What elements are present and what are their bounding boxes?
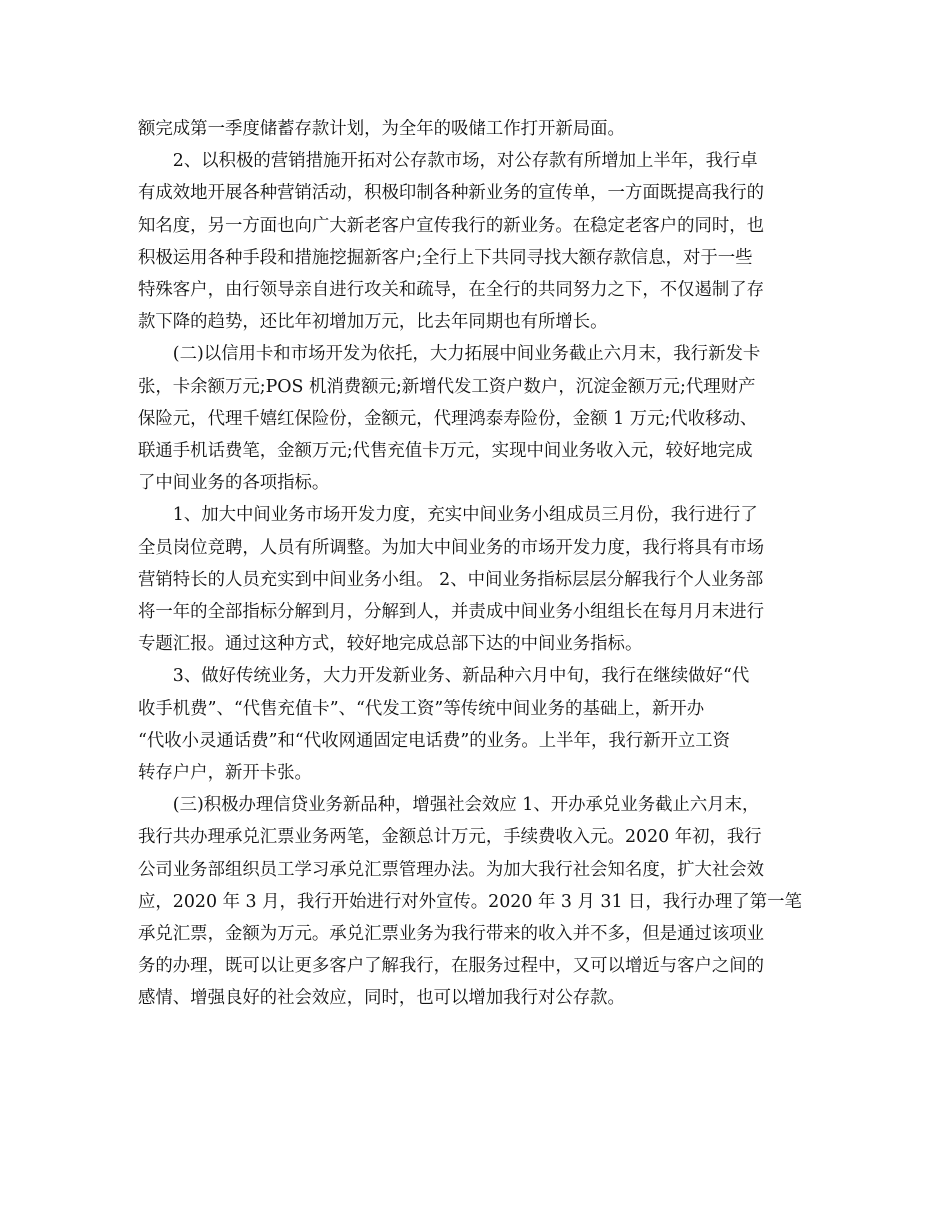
document-body (138, 113, 818, 1015)
paragraph: 3、做好传统业务，大力开发新业务、新品种六月中旬，我行在继续做好“代 收手机费”、“代售充值卡”、“代发工资”等传统中间业务的基础上，新开办 “代收小灵通话费”和“代收网通固定电话费”的业务。上半年，我行新开立工资 转存户户，新开卡张。 (138, 666, 750, 784)
paragraph: 1、加大中间业务市场开发力度，充实中间业务小组成员三月份，我行进行了 全员岗位竞聘，人员有所调整。为加大中间业务的市场开发力度，我行将具有市场 营销特长的人员充实到中间业务小组。 2、中间业务指标层层分解我行个人业务部 将一年的全部指标分解到月，分解到人，并责成中间业务小组组长在每月月末进行 专题汇报。通过这种方式，较好地完成总部下达的中间业务指标。 (138, 505, 765, 655)
paragraph: (三)积极办理信贷业务新品种，增强社会效应 1、开办承兑业务截止六月末， 我行共办理承兑汇票业务两笔，金额总计万元，手续费收入元。2020 年初，我行 公司业务部组织员工学习承兑汇票管理办法。为加大我行社会知名度，扩大社会效 应，2020 年 3 月，我行开始进行对外宣传。2020 年 3 月 31 日，我行办理了第一笔 承兑汇票，金额为万元。承兑汇票业务为我行带来的收入并不多，但是通过该项业 务的办理，既可以让更多客户了解我行，在服务过程中，又可以增近与客户之间的 感情、增强良好的社会效应，同时，也可以增加我行对公存款。 (138, 795, 802, 1009)
paragraph: 2、以积极的营销措施开拓对公存款市场，对公存款有所增加上半年，我行卓 有成效地开展各种营销活动，积极印制各种新业务的宣传单，一方面既提高我行的 知名度，另一方面也向广大新老客户宣传我行的新业务。在稳定老客户的同时，也 积极运用各种手段和措施挖掘新客户;全行上下共同寻找大额存款信息，对于一些 特殊客户，由行领导亲自进行攻关和疏导，在全行的共同努力之下，不仅遏制了存 款下降的趋势，还比年初增加万元，比去年同期也有所增长。 (138, 151, 765, 333)
paragraph: 额完成第一季度储蓄存款计划，为全年的吸储工作打开新局面。 (138, 119, 625, 139)
paragraph: (二)以信用卡和市场开发为依托，大力拓展中间业务截止六月末，我行新发卡 张，卡余额万元;POS 机消费额元;新增代发工资户数户，沉淀金额万元;代理财产 保险元，代理千嬉红保险份，金额元，代理鸿泰寿险份，金额 1 万元;代收移动、 联通手机话费笔，金额万元;代售充值卡万元，实现中间业务收入元，较好地完成 了中间业务的各项指标。 (138, 344, 761, 494)
